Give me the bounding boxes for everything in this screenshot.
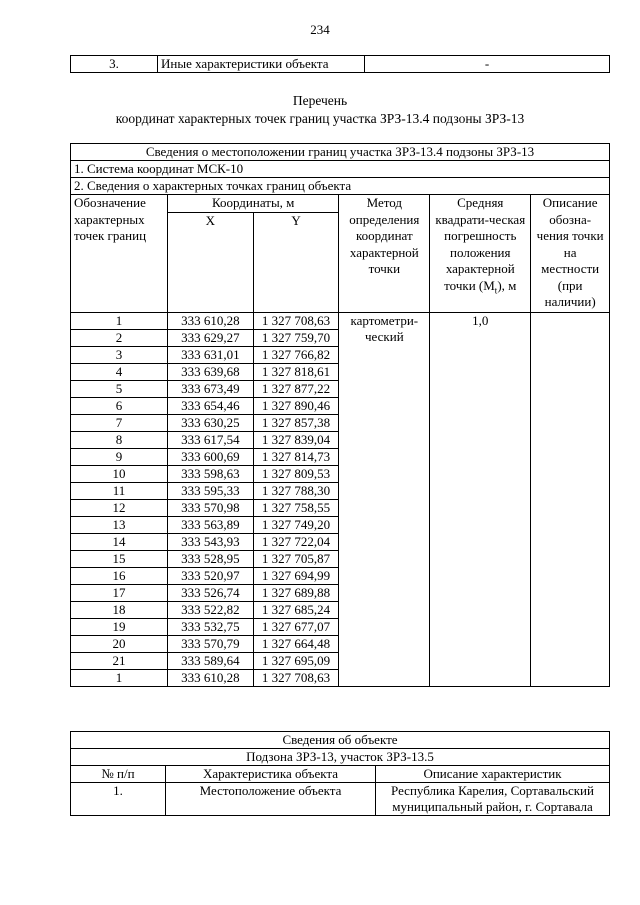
error-value: 1,0 xyxy=(430,312,531,686)
point-number: 21 xyxy=(71,652,168,669)
coord-x: 333 522,82 xyxy=(167,601,253,618)
section-coord-system: 1. Система координат МСК-10 xyxy=(71,161,610,178)
coord-x: 333 563,89 xyxy=(167,516,253,533)
coord-y: 1 327 818,61 xyxy=(253,363,339,380)
characteristics-table-tail xyxy=(70,55,610,73)
description-value xyxy=(531,312,610,686)
point-number: 19 xyxy=(71,618,168,635)
row-label: Иные характеристики объекта xyxy=(158,56,365,73)
coord-y: 1 327 694,99 xyxy=(253,567,339,584)
header-method: Метод определения координат характерной точки xyxy=(339,195,430,313)
coord-y: 1 327 708,63 xyxy=(253,669,339,686)
point-number: 7 xyxy=(71,414,168,431)
header-number: № п/п xyxy=(71,766,166,783)
header-description: Описание обозна-чения точки на местности (при наличии) xyxy=(531,195,610,313)
point-number: 16 xyxy=(71,567,168,584)
coordinates-table xyxy=(70,143,610,687)
coord-y: 1 327 664,48 xyxy=(253,635,339,652)
coord-x: 333 532,75 xyxy=(167,618,253,635)
coord-x: 333 570,98 xyxy=(167,499,253,516)
table-row xyxy=(71,312,610,329)
coord-y: 1 327 814,73 xyxy=(253,448,339,465)
page-number: 234 xyxy=(310,22,330,37)
coord-x: 333 543,93 xyxy=(167,533,253,550)
coord-x: 333 598,63 xyxy=(167,465,253,482)
coord-x: 333 617,54 xyxy=(167,431,253,448)
coord-x: 333 589,64 xyxy=(167,652,253,669)
row-characteristic: Местоположение объекта xyxy=(166,783,376,816)
point-number: 12 xyxy=(71,499,168,516)
heading-line-2: координат характерных точек границ участка ЗРЗ-13.4 подзоны ЗРЗ-13 xyxy=(115,111,525,126)
coord-x: 333 570,79 xyxy=(167,635,253,652)
header-characteristic: Характеристика объекта xyxy=(166,766,376,783)
point-number: 4 xyxy=(71,363,168,380)
coord-y: 1 327 685,24 xyxy=(253,601,339,618)
coord-x: 333 631,01 xyxy=(167,346,253,363)
point-number: 15 xyxy=(71,550,168,567)
coord-y: 1 327 749,20 xyxy=(253,516,339,533)
object-table-title: Сведения об объекте xyxy=(71,732,610,749)
point-number: 10 xyxy=(71,465,168,482)
coord-y: 1 327 857,38 xyxy=(253,414,339,431)
point-number: 2 xyxy=(71,329,168,346)
header-error: Средняя квадрати-ческая погрешность положения характерной точки $(M_t)$, м xyxy=(430,195,531,313)
coord-y: 1 327 695,09 xyxy=(253,652,339,669)
section-points: 2. Сведения о характерных точках границ объекта xyxy=(71,178,610,195)
header-coordinates: Координаты, м xyxy=(167,195,338,213)
coord-x: 333 629,27 xyxy=(167,329,253,346)
heading-line-1: Перечень xyxy=(292,93,348,108)
coord-y: 1 327 809,53 xyxy=(253,465,339,482)
point-number: 6 xyxy=(71,397,168,414)
row-number: 3. xyxy=(71,56,158,73)
header-char-description: Описание характеристик xyxy=(376,766,610,783)
coord-x: 333 673,49 xyxy=(167,380,253,397)
coord-x: 333 600,69 xyxy=(167,448,253,465)
point-number: 14 xyxy=(71,533,168,550)
coord-y: 1 327 689,88 xyxy=(253,584,339,601)
point-number: 13 xyxy=(71,516,168,533)
row-number: 1. xyxy=(71,783,166,816)
coord-x: 333 595,33 xyxy=(167,482,253,499)
coord-x: 333 654,46 xyxy=(167,397,253,414)
header-x: X xyxy=(167,212,253,312)
table-row xyxy=(71,783,610,816)
coord-y: 1 327 759,70 xyxy=(253,329,339,346)
point-number: 1 xyxy=(71,669,168,686)
coord-x: 333 520,97 xyxy=(167,567,253,584)
object-table-subtitle: Подзона ЗРЗ-13, участок ЗРЗ-13.5 xyxy=(71,749,610,766)
coord-y: 1 327 839,04 xyxy=(253,431,339,448)
coord-y: 1 327 708,63 xyxy=(253,312,339,329)
coord-x: 333 639,68 xyxy=(167,363,253,380)
coord-y: 1 327 722,04 xyxy=(253,533,339,550)
coord-y: 1 327 788,30 xyxy=(253,482,339,499)
point-number: 11 xyxy=(71,482,168,499)
coord-x: 333 610,28 xyxy=(167,669,253,686)
header-point-designation: Обозначение характерных точек границ xyxy=(71,195,168,313)
point-number: 9 xyxy=(71,448,168,465)
row-value: - xyxy=(365,56,610,73)
point-number: 5 xyxy=(71,380,168,397)
object-info-table xyxy=(70,731,610,816)
header-y: Y xyxy=(253,212,339,312)
coord-x: 333 526,74 xyxy=(167,584,253,601)
coord-y: 1 327 677,07 xyxy=(253,618,339,635)
table-row xyxy=(71,56,610,73)
coord-x: 333 630,25 xyxy=(167,414,253,431)
point-number: 18 xyxy=(71,601,168,618)
coord-x: 333 528,95 xyxy=(167,550,253,567)
list-heading xyxy=(0,92,640,128)
point-number: 3 xyxy=(71,346,168,363)
point-number: 8 xyxy=(71,431,168,448)
coord-x: 333 610,28 xyxy=(167,312,253,329)
point-number: 20 xyxy=(71,635,168,652)
coord-y: 1 327 766,82 xyxy=(253,346,339,363)
coord-y: 1 327 705,87 xyxy=(253,550,339,567)
method-value: картометри-ческий xyxy=(339,312,430,686)
table-title: Сведения о местоположении границ участка ЗРЗ-13.4 подзоны ЗРЗ-13 xyxy=(71,144,610,161)
row-description: Республика Карелия, Сортавальский муниципальный район, г. Сортавала xyxy=(376,783,610,816)
point-number: 1 xyxy=(71,312,168,329)
coord-y: 1 327 877,22 xyxy=(253,380,339,397)
coord-y: 1 327 890,46 xyxy=(253,397,339,414)
coord-y: 1 327 758,55 xyxy=(253,499,339,516)
point-number: 17 xyxy=(71,584,168,601)
